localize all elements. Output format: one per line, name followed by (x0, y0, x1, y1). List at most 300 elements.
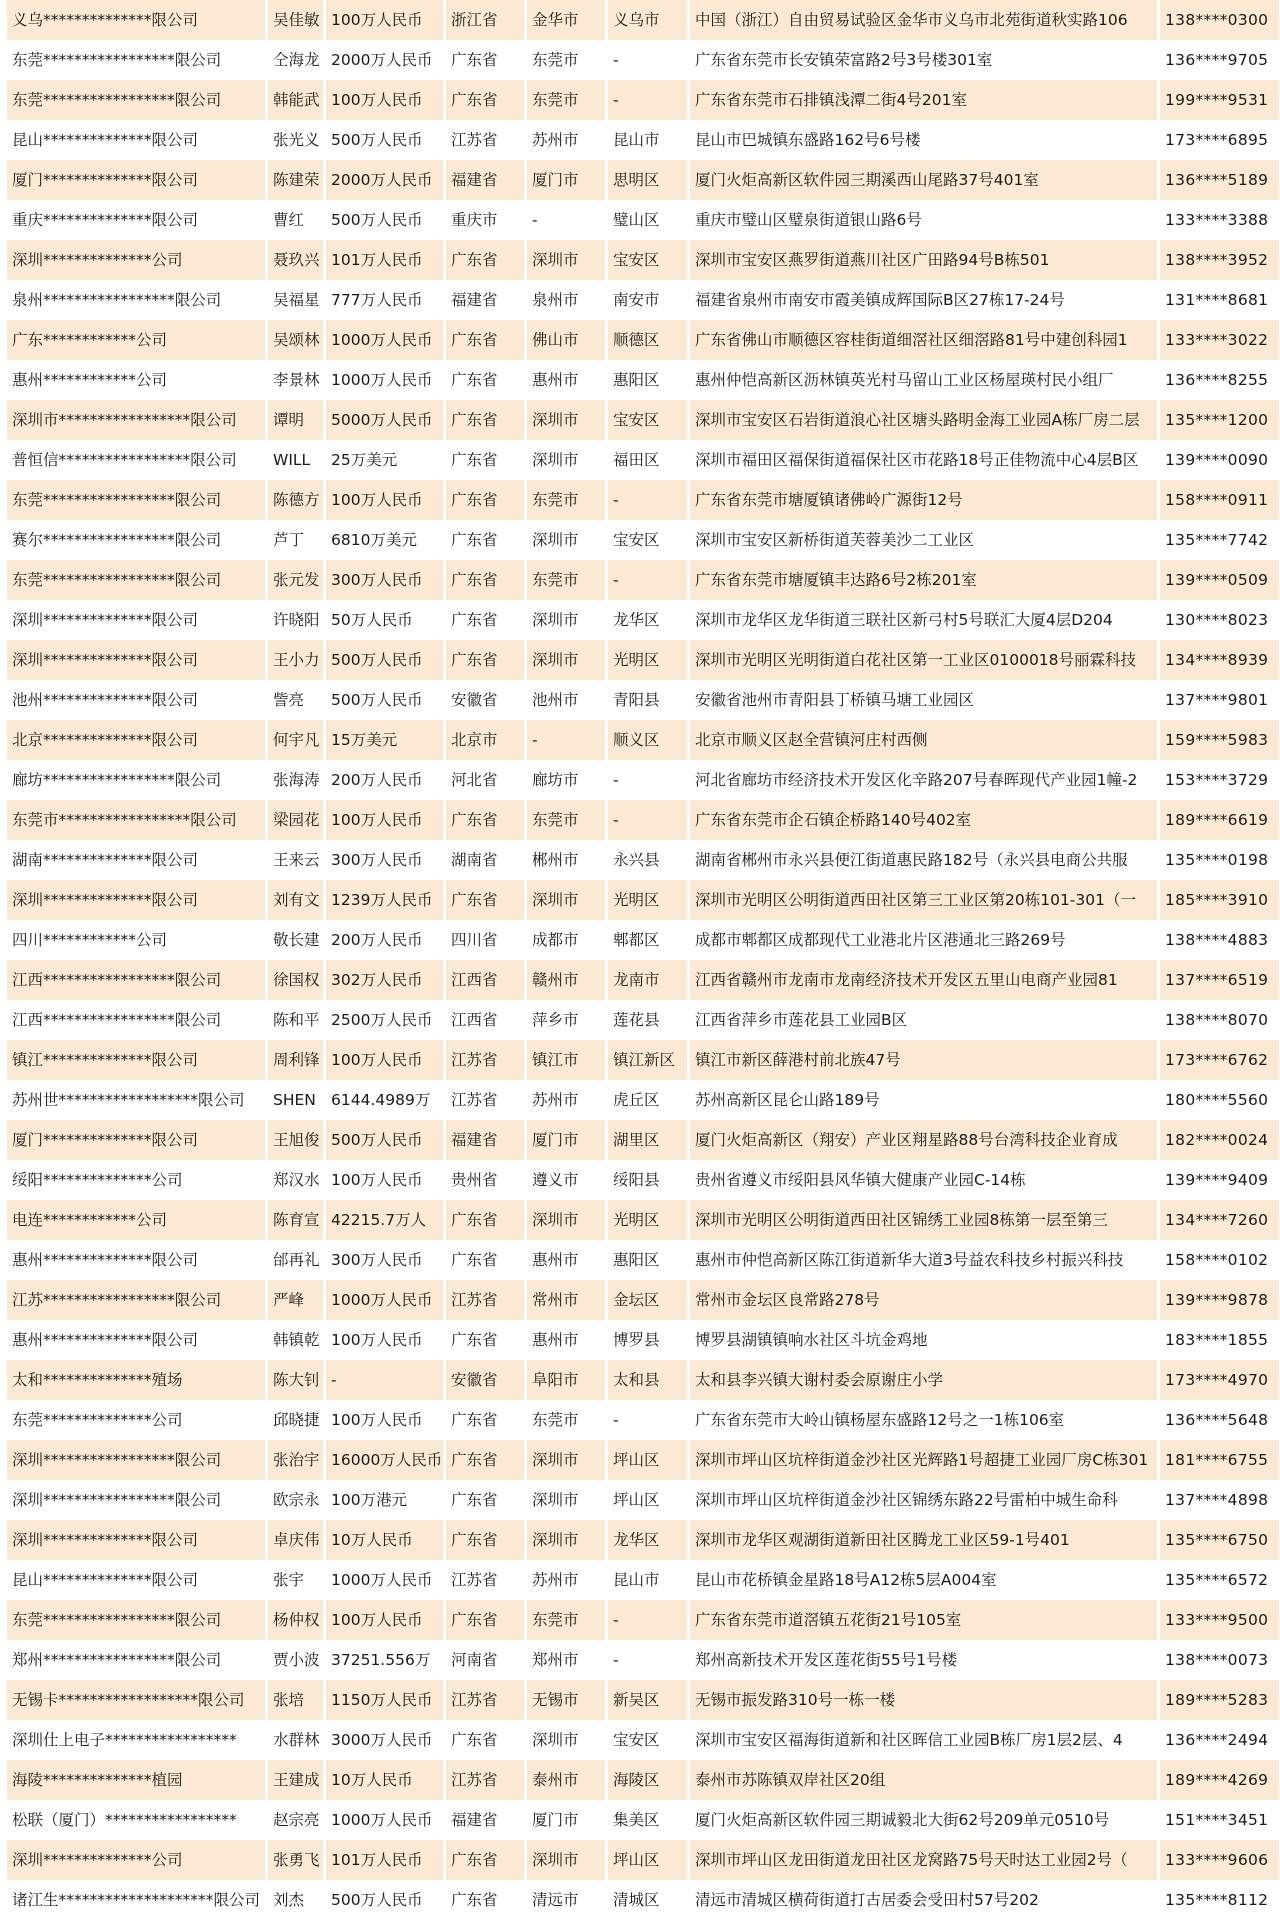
cell-district: 宝安区 (608, 400, 687, 440)
table-row (7, 1240, 1279, 1280)
cell-city: 廊坊市 (527, 760, 605, 800)
table-row (7, 1440, 1279, 1480)
cell-company: 广东************公司 (7, 320, 265, 360)
cell-province: 广东省 (446, 360, 524, 400)
cell-city: 成都市 (527, 920, 605, 960)
cell-company: 深圳仕上电子***************** (7, 1720, 265, 1760)
cell-phone: 131****8681 (1160, 280, 1279, 320)
cell-district: 太和县 (608, 1360, 687, 1400)
cell-capital: 15万美元 (326, 720, 443, 760)
cell-address: 深圳市光明区公明街道西田社区第三工业区第20栋101-301（一 (690, 880, 1157, 920)
cell-person: WILL (268, 440, 323, 480)
cell-address: 广东省东莞市道滘镇五花街21号105室 (690, 1600, 1157, 1640)
cell-person: 张海涛 (268, 760, 323, 800)
cell-province: 江西省 (446, 960, 524, 1000)
cell-phone: 182****0024 (1160, 1120, 1279, 1160)
cell-company: 惠州**************限公司 (7, 1320, 265, 1360)
cell-address: 重庆市璧山区璧泉街道银山路6号 (690, 200, 1157, 240)
cell-city: 惠州市 (527, 1240, 605, 1280)
table-row (7, 0, 1279, 40)
cell-province: 四川省 (446, 920, 524, 960)
table-row (7, 1680, 1279, 1720)
cell-address: 江西省萍乡市莲花县工业园B区 (690, 1000, 1157, 1040)
cell-company: 东莞*****************限公司 (7, 80, 265, 120)
cell-person: 欧宗永 (268, 1480, 323, 1520)
cell-city: 泰州市 (527, 1760, 605, 1800)
table-row (7, 960, 1279, 1000)
cell-province: 江苏省 (446, 1280, 524, 1320)
cell-address: 深圳市光明区公明街道西田社区锦绣工业园8栋第一层至第三 (690, 1200, 1157, 1240)
cell-person: 敬长建 (268, 920, 323, 960)
cell-province: 贵州省 (446, 1160, 524, 1200)
cell-province: 广东省 (446, 1480, 524, 1520)
cell-city: 深圳市 (527, 440, 605, 480)
cell-phone: 138****4883 (1160, 920, 1279, 960)
cell-phone: 135****1200 (1160, 400, 1279, 440)
cell-district: 宝安区 (608, 520, 687, 560)
cell-company: 廊坊*****************限公司 (7, 760, 265, 800)
cell-capital: 5000万人民币 (326, 400, 443, 440)
table-row (7, 280, 1279, 320)
cell-phone: 133****9606 (1160, 1840, 1279, 1880)
cell-district: 绥阳县 (608, 1160, 687, 1200)
cell-city: - (527, 200, 605, 240)
cell-capital: 100万港元 (326, 1480, 443, 1520)
cell-person: 张治宇 (268, 1440, 323, 1480)
cell-address: 深圳市坪山区龙田街道龙田社区龙窝路75号天时达工业园2号（ (690, 1840, 1157, 1880)
table-row (7, 880, 1279, 920)
cell-company: 深圳市*****************限公司 (7, 400, 265, 440)
cell-district: 青阳县 (608, 680, 687, 720)
cell-city: 深圳市 (527, 640, 605, 680)
cell-province: 江苏省 (446, 1080, 524, 1120)
table-row (7, 520, 1279, 560)
table-row (7, 1400, 1279, 1440)
cell-province: 广东省 (446, 480, 524, 520)
cell-phone: 133****3022 (1160, 320, 1279, 360)
cell-address: 深圳市坪山区坑梓街道金沙社区光辉路1号超捷工业园厂房C栋301 (690, 1440, 1157, 1480)
cell-phone: 180****5560 (1160, 1080, 1279, 1120)
cell-district: - (608, 80, 687, 120)
cell-phone: 173****4970 (1160, 1360, 1279, 1400)
cell-phone: 158****0102 (1160, 1240, 1279, 1280)
table-row (7, 1640, 1279, 1680)
cell-company: 江西*****************限公司 (7, 960, 265, 1000)
table-row (7, 1280, 1279, 1320)
cell-capital: 1000万人民币 (326, 320, 443, 360)
cell-phone: 133****3388 (1160, 200, 1279, 240)
cell-district: 龙南市 (608, 960, 687, 1000)
table-row (7, 1360, 1279, 1400)
cell-company: 惠州************公司 (7, 360, 265, 400)
cell-phone: 181****6755 (1160, 1440, 1279, 1480)
cell-province: 广东省 (446, 1320, 524, 1360)
table-row (7, 640, 1279, 680)
cell-address: 太和县李兴镇大谢村委会原谢庄小学 (690, 1360, 1157, 1400)
cell-province: 江苏省 (446, 1040, 524, 1080)
cell-phone: 135****8112 (1160, 1880, 1279, 1920)
cell-phone: 151****3451 (1160, 1800, 1279, 1840)
cell-address: 苏州高新区昆仑山路189号 (690, 1080, 1157, 1120)
cell-capital: 50万人民币 (326, 600, 443, 640)
cell-capital: 777万人民币 (326, 280, 443, 320)
cell-province: 广东省 (446, 640, 524, 680)
cell-capital: 1000万人民币 (326, 1800, 443, 1840)
cell-company: 松联（厦门）***************** (7, 1800, 265, 1840)
cell-address: 厦门火炬高新区软件园三期溪西山尾路37号401室 (690, 160, 1157, 200)
cell-city: 深圳市 (527, 1440, 605, 1480)
cell-capital: 1239万人民币 (326, 880, 443, 920)
table-row (7, 360, 1279, 400)
cell-person: 郑汉水 (268, 1160, 323, 1200)
cell-address: 常州市金坛区良常路278号 (690, 1280, 1157, 1320)
cell-city: 惠州市 (527, 1320, 605, 1360)
cell-capital: 300万人民币 (326, 1240, 443, 1280)
cell-address: 惠州仲恺高新区沥林镇英光村马留山工业区杨屋瑛村民小组厂 (690, 360, 1157, 400)
cell-phone: 139****9409 (1160, 1160, 1279, 1200)
cell-city: 东莞市 (527, 1400, 605, 1440)
cell-province: 广东省 (446, 1520, 524, 1560)
cell-district: 惠阳区 (608, 1240, 687, 1280)
cell-city: 深圳市 (527, 880, 605, 920)
cell-company: 昆山**************限公司 (7, 1560, 265, 1600)
cell-province: 广东省 (446, 320, 524, 360)
cell-capital: 10万人民币 (326, 1520, 443, 1560)
table-row (7, 1040, 1279, 1080)
cell-company: 东莞*****************限公司 (7, 560, 265, 600)
table-row (7, 240, 1279, 280)
cell-person: 周利锋 (268, 1040, 323, 1080)
cell-capital: 1150万人民币 (326, 1680, 443, 1720)
cell-phone: 185****3910 (1160, 880, 1279, 920)
cell-city: 清远市 (527, 1880, 605, 1920)
cell-company: 厦门**************限公司 (7, 160, 265, 200)
table-row (7, 840, 1279, 880)
cell-phone: 136****9705 (1160, 40, 1279, 80)
cell-person: 水群林 (268, 1720, 323, 1760)
cell-phone: 138****3952 (1160, 240, 1279, 280)
cell-city: 常州市 (527, 1280, 605, 1320)
cell-person: 贾小波 (268, 1640, 323, 1680)
cell-city: 遵义市 (527, 1160, 605, 1200)
cell-person: 刘有文 (268, 880, 323, 920)
table-row (7, 680, 1279, 720)
cell-capital: 100万人民币 (326, 1040, 443, 1080)
cell-capital: 3000万人民币 (326, 1720, 443, 1760)
cell-city: 郑州市 (527, 1640, 605, 1680)
cell-capital: 200万人民币 (326, 760, 443, 800)
cell-company: 东莞市*****************限公司 (7, 800, 265, 840)
cell-province: 福建省 (446, 280, 524, 320)
cell-address: 昆山市巴城镇东盛路162号6号楼 (690, 120, 1157, 160)
cell-capital: 500万人民币 (326, 120, 443, 160)
cell-province: 广东省 (446, 440, 524, 480)
cell-province: 北京市 (446, 720, 524, 760)
cell-person: 訾亮 (268, 680, 323, 720)
table-row (7, 480, 1279, 520)
cell-person: 赵宗亮 (268, 1800, 323, 1840)
cell-address: 湖南省郴州市永兴县便江街道惠民路182号（永兴县电商公共服 (690, 840, 1157, 880)
cell-district: - (608, 480, 687, 520)
cell-phone: 173****6895 (1160, 120, 1279, 160)
cell-phone: 189****6619 (1160, 800, 1279, 840)
cell-district: 顺义区 (608, 720, 687, 760)
cell-person: 芦丁 (268, 520, 323, 560)
cell-province: 广东省 (446, 1880, 524, 1920)
table-row (7, 160, 1279, 200)
cell-capital: 101万人民币 (326, 240, 443, 280)
cell-company: 湖南**************限公司 (7, 840, 265, 880)
cell-company: 郑州*****************限公司 (7, 1640, 265, 1680)
cell-person: 吴颂林 (268, 320, 323, 360)
cell-company: 池州**************限公司 (7, 680, 265, 720)
cell-company: 深圳*****************限公司 (7, 1440, 265, 1480)
cell-phone: 138****0073 (1160, 1640, 1279, 1680)
cell-district: 金坛区 (608, 1280, 687, 1320)
cell-province: 江苏省 (446, 1760, 524, 1800)
cell-district: 光明区 (608, 880, 687, 920)
cell-district: - (608, 1640, 687, 1680)
cell-person: 聂玖兴 (268, 240, 323, 280)
cell-address: 深圳市宝安区燕罗街道燕川社区广田路94号B栋501 (690, 240, 1157, 280)
table-row (7, 1720, 1279, 1760)
table-row (7, 760, 1279, 800)
cell-capital: 500万人民币 (326, 1120, 443, 1160)
cell-province: 河北省 (446, 760, 524, 800)
cell-phone: 133****9500 (1160, 1600, 1279, 1640)
cell-phone: 138****8070 (1160, 1000, 1279, 1040)
cell-city: 深圳市 (527, 520, 605, 560)
cell-address: 博罗县湖镇镇响水社区斗坑金鸡地 (690, 1320, 1157, 1360)
cell-person: 吴福星 (268, 280, 323, 320)
cell-capital: 2500万人民币 (326, 1000, 443, 1040)
cell-province: 江苏省 (446, 1680, 524, 1720)
cell-city: 萍乡市 (527, 1000, 605, 1040)
cell-address: 厦门火炬高新区（翔安）产业区翔星路88号台湾科技企业育成 (690, 1120, 1157, 1160)
cell-district: - (608, 1600, 687, 1640)
cell-city: - (527, 720, 605, 760)
cell-province: 江苏省 (446, 120, 524, 160)
cell-province: 福建省 (446, 1800, 524, 1840)
cell-province: 广东省 (446, 600, 524, 640)
cell-city: 厦门市 (527, 1120, 605, 1160)
cell-company: 重庆**************限公司 (7, 200, 265, 240)
cell-company: 昆山**************限公司 (7, 120, 265, 160)
cell-district: 坪山区 (608, 1480, 687, 1520)
cell-company: 江西*****************限公司 (7, 1000, 265, 1040)
cell-person: 曹红 (268, 200, 323, 240)
cell-company: 普恒信*****************限公司 (7, 440, 265, 480)
cell-phone: 135****7742 (1160, 520, 1279, 560)
cell-capital: 16000万人民币 (326, 1440, 443, 1480)
cell-phone: 134****7260 (1160, 1200, 1279, 1240)
cell-city: 惠州市 (527, 360, 605, 400)
cell-person: 徐国权 (268, 960, 323, 1000)
cell-company: 赛尔*****************限公司 (7, 520, 265, 560)
cell-city: 深圳市 (527, 400, 605, 440)
cell-address: 深圳市龙华区观湖街道新田社区腾龙工业区59-1号401 (690, 1520, 1157, 1560)
cell-capital: 500万人民币 (326, 1880, 443, 1920)
cell-capital: 100万人民币 (326, 1400, 443, 1440)
cell-phone: 137****9801 (1160, 680, 1279, 720)
cell-phone: 139****9878 (1160, 1280, 1279, 1320)
cell-city: 深圳市 (527, 600, 605, 640)
cell-district: 永兴县 (608, 840, 687, 880)
table-row (7, 1320, 1279, 1360)
cell-person: 韩能武 (268, 80, 323, 120)
cell-person: 王小力 (268, 640, 323, 680)
table-row (7, 1560, 1279, 1600)
cell-address: 清远市清城区横荷街道打古居委会受田村57号202 (690, 1880, 1157, 1920)
cell-company: 东莞*****************限公司 (7, 40, 265, 80)
cell-province: 广东省 (446, 1240, 524, 1280)
cell-city: 阜阳市 (527, 1360, 605, 1400)
cell-company: 泉州*****************限公司 (7, 280, 265, 320)
cell-city: 无锡市 (527, 1680, 605, 1720)
cell-province: 广东省 (446, 1400, 524, 1440)
cell-district: 郫都区 (608, 920, 687, 960)
cell-person: 谭明 (268, 400, 323, 440)
cell-district: 昆山市 (608, 120, 687, 160)
cell-address: 中国（浙江）自由贸易试验区金华市义乌市北苑街道秋实路106 (690, 0, 1157, 40)
cell-city: 金华市 (527, 0, 605, 40)
cell-district: 坪山区 (608, 1840, 687, 1880)
cell-person: 仝海龙 (268, 40, 323, 80)
cell-province: 福建省 (446, 1120, 524, 1160)
cell-company: 绥阳**************公司 (7, 1160, 265, 1200)
cell-person: 张元发 (268, 560, 323, 600)
cell-district: 集美区 (608, 1800, 687, 1840)
cell-phone: 136****2494 (1160, 1720, 1279, 1760)
cell-address: 广东省东莞市塘厦镇丰达路6号2栋201室 (690, 560, 1157, 600)
cell-district: 昆山市 (608, 1560, 687, 1600)
cell-phone: 135****0198 (1160, 840, 1279, 880)
cell-city: 东莞市 (527, 800, 605, 840)
cell-district: 思明区 (608, 160, 687, 200)
cell-address: 广东省东莞市塘厦镇诸佛岭广源街12号 (690, 480, 1157, 520)
table-row (7, 1840, 1279, 1880)
cell-province: 广东省 (446, 1440, 524, 1480)
cell-district: 宝安区 (608, 240, 687, 280)
cell-district: 虎丘区 (608, 1080, 687, 1120)
cell-province: 广东省 (446, 1200, 524, 1240)
cell-province: 浙江省 (446, 0, 524, 40)
cell-company: 惠州**************限公司 (7, 1240, 265, 1280)
cell-phone: 136****5648 (1160, 1400, 1279, 1440)
cell-phone: 136****8255 (1160, 360, 1279, 400)
cell-district: - (608, 560, 687, 600)
cell-province: 安徽省 (446, 1360, 524, 1400)
cell-city: 深圳市 (527, 1520, 605, 1560)
cell-capital: 100万人民币 (326, 1320, 443, 1360)
cell-city: 深圳市 (527, 240, 605, 280)
cell-province: 江西省 (446, 1000, 524, 1040)
cell-city: 泉州市 (527, 280, 605, 320)
cell-company: 义乌**************限公司 (7, 0, 265, 40)
cell-person: 邰再礼 (268, 1240, 323, 1280)
cell-address: 郑州高新技术开发区莲花街55号1号楼 (690, 1640, 1157, 1680)
cell-person: 梁园花 (268, 800, 323, 840)
table-row (7, 920, 1279, 960)
cell-address: 北京市顺义区赵全营镇河庄村西侧 (690, 720, 1157, 760)
cell-phone: 173****6762 (1160, 1040, 1279, 1080)
cell-province: 江苏省 (446, 1560, 524, 1600)
cell-capital: 200万人民币 (326, 920, 443, 960)
cell-phone: 158****0911 (1160, 480, 1279, 520)
cell-person: 吴佳敏 (268, 0, 323, 40)
table-row (7, 1080, 1279, 1120)
cell-capital: 302万人民币 (326, 960, 443, 1000)
cell-person: 张宇 (268, 1560, 323, 1600)
cell-company: 深圳*****************限公司 (7, 1480, 265, 1520)
cell-city: 厦门市 (527, 160, 605, 200)
cell-address: 无锡市振发路310号一栋一楼 (690, 1680, 1157, 1720)
cell-phone: 153****3729 (1160, 760, 1279, 800)
cell-capital: 37251.556万 (326, 1640, 443, 1680)
cell-person: 邱晓捷 (268, 1400, 323, 1440)
cell-address: 安徽省池州市青阳县丁桥镇马塘工业园区 (690, 680, 1157, 720)
cell-phone: 135****6750 (1160, 1520, 1279, 1560)
table-row (7, 440, 1279, 480)
cell-company: 电连************公司 (7, 1200, 265, 1240)
cell-phone: 189****4269 (1160, 1760, 1279, 1800)
table-row (7, 1480, 1279, 1520)
table-row (7, 40, 1279, 80)
cell-address: 广东省东莞市大岭山镇杨屋东盛路12号之一1栋106室 (690, 1400, 1157, 1440)
cell-city: 苏州市 (527, 1560, 605, 1600)
cell-company: 深圳**************限公司 (7, 640, 265, 680)
cell-capital: 2000万人民币 (326, 160, 443, 200)
cell-province: 广东省 (446, 1600, 524, 1640)
cell-company: 诸江生********************限公司 (7, 1880, 265, 1920)
cell-company: 厦门**************限公司 (7, 1120, 265, 1160)
table-row (7, 800, 1279, 840)
cell-province: 安徽省 (446, 680, 524, 720)
cell-person: 卓庆伟 (268, 1520, 323, 1560)
cell-person: 严峰 (268, 1280, 323, 1320)
cell-address: 深圳市宝安区石岩街道浪心社区塘头路明金海工业园A栋厂房二层 (690, 400, 1157, 440)
cell-province: 广东省 (446, 1720, 524, 1760)
cell-province: 福建省 (446, 160, 524, 200)
cell-district: 顺德区 (608, 320, 687, 360)
cell-district: 宝安区 (608, 1720, 687, 1760)
cell-district: - (608, 1400, 687, 1440)
cell-company: 无锡卡******************限公司 (7, 1680, 265, 1720)
cell-address: 广东省东莞市企石镇企桥路140号402室 (690, 800, 1157, 840)
cell-city: 厦门市 (527, 1800, 605, 1840)
cell-address: 广东省东莞市石排镇浅潭二街4号201室 (690, 80, 1157, 120)
cell-person: 陈德方 (268, 480, 323, 520)
cell-district: 新吴区 (608, 1680, 687, 1720)
cell-district: 龙华区 (608, 1520, 687, 1560)
cell-capital: 100万人民币 (326, 0, 443, 40)
cell-phone: 134****8939 (1160, 640, 1279, 680)
cell-address: 深圳市坪山区坑梓街道金沙社区锦绣东路22号雷柏中城生命科 (690, 1480, 1157, 1520)
cell-person: 杨仲权 (268, 1600, 323, 1640)
cell-district: 龙华区 (608, 600, 687, 640)
cell-phone: 139****0509 (1160, 560, 1279, 600)
cell-district: 义乌市 (608, 0, 687, 40)
cell-capital: 6810万美元 (326, 520, 443, 560)
table-row (7, 1000, 1279, 1040)
cell-phone: 159****5983 (1160, 720, 1279, 760)
cell-address: 深圳市宝安区新桥街道芙蓉美沙二工业区 (690, 520, 1157, 560)
cell-person: 何宇凡 (268, 720, 323, 760)
cell-city: 深圳市 (527, 1720, 605, 1760)
table-row (7, 1120, 1279, 1160)
table-row (7, 1880, 1279, 1920)
table-row (7, 1800, 1279, 1840)
